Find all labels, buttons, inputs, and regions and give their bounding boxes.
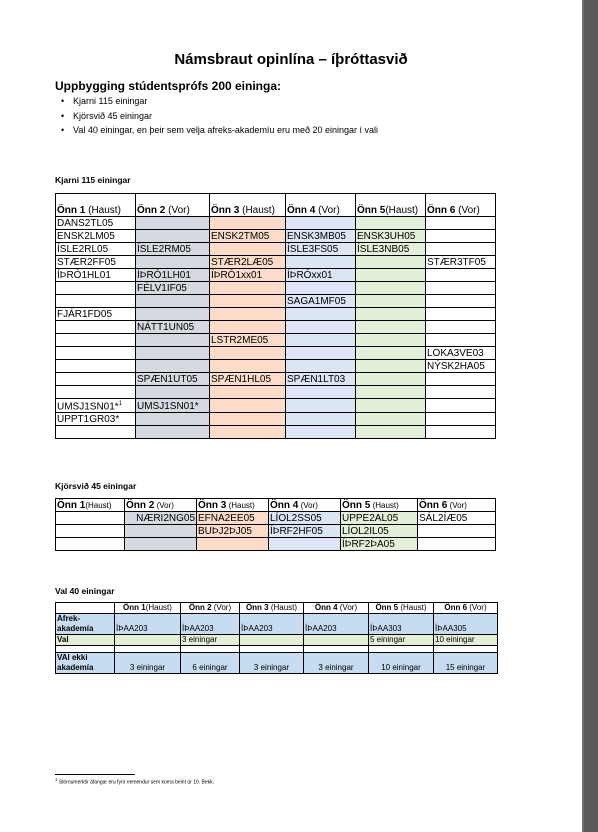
table-cell bbox=[210, 386, 286, 399]
table-cell bbox=[426, 308, 496, 321]
table-cell bbox=[56, 426, 136, 439]
column-header-season: (Vor) bbox=[337, 603, 358, 612]
table-cell bbox=[136, 360, 210, 373]
column-header-season: (Vor) bbox=[298, 501, 318, 510]
column-header-label: Önn 4 bbox=[314, 603, 338, 612]
table-cell bbox=[136, 295, 210, 308]
column-header-label: Önn 5 bbox=[375, 603, 399, 612]
row-label bbox=[56, 653, 115, 674]
table-cell bbox=[136, 347, 210, 360]
table-cell bbox=[56, 347, 136, 360]
table-cell: UPPT1GR03* bbox=[56, 413, 136, 426]
kjarni-table bbox=[55, 193, 496, 439]
table-row bbox=[56, 295, 496, 308]
table-cell: ÍÞAA203 bbox=[304, 614, 369, 635]
table-row bbox=[56, 413, 496, 426]
table-cell bbox=[286, 399, 356, 413]
table-cell bbox=[56, 321, 136, 334]
table-row bbox=[56, 646, 498, 653]
table-cell: UMSJ1SN01* bbox=[136, 399, 210, 413]
column-header-label: Önn 2 bbox=[188, 603, 212, 612]
table-cell bbox=[210, 308, 286, 321]
header-row bbox=[56, 194, 496, 217]
subheading: Uppbygging stúdentsprófs 200 eininga: bbox=[55, 79, 282, 93]
column-header-season: (Haust) bbox=[370, 501, 399, 510]
table-cell bbox=[56, 538, 125, 551]
table-row bbox=[56, 230, 496, 243]
table-cell: 3 einingar bbox=[304, 653, 369, 674]
table-cell bbox=[286, 386, 356, 399]
table-cell: NÆRI2NG05 bbox=[125, 512, 197, 525]
column-header-season: (Haust) bbox=[145, 603, 172, 612]
column-header-season: (Vor) bbox=[455, 205, 480, 216]
table-cell bbox=[210, 426, 286, 439]
column-header-label: Önn 6 bbox=[419, 500, 448, 511]
column-header-season: (Haust) bbox=[398, 603, 427, 612]
table-cell: UMSJ1SN01*$^1$ bbox=[56, 399, 136, 413]
column-header bbox=[356, 194, 426, 217]
column-header bbox=[181, 603, 240, 614]
column-header-season: (Vor) bbox=[467, 603, 487, 612]
column-header-label: Önn 1 bbox=[57, 500, 86, 511]
table-cell bbox=[426, 373, 496, 386]
table-cell bbox=[426, 282, 496, 295]
table-cell bbox=[56, 360, 136, 373]
table-cell: 6 einingar bbox=[181, 653, 240, 674]
column-header bbox=[286, 194, 356, 217]
column-header-label: Önn 4 bbox=[287, 205, 316, 216]
table-row bbox=[56, 334, 496, 347]
column-header-season: (Vor) bbox=[165, 205, 190, 216]
column-header bbox=[341, 499, 418, 512]
column-header-label: Önn 3 bbox=[245, 603, 269, 612]
table-cell: 3 einingar bbox=[240, 653, 304, 674]
table-cell bbox=[356, 269, 426, 282]
table-cell: ÍÞRÓ1HL01 bbox=[56, 269, 136, 282]
column-header bbox=[369, 603, 434, 614]
table-cell bbox=[426, 230, 496, 243]
table-cell: 3 einingar bbox=[181, 635, 240, 646]
table-cell bbox=[56, 334, 136, 347]
header-row bbox=[56, 603, 498, 614]
column-header-season: (Haust) bbox=[385, 205, 419, 216]
table-cell bbox=[304, 646, 369, 653]
table-cell: ENSK2LM05 bbox=[56, 230, 136, 243]
kjorsvid-table bbox=[55, 498, 496, 551]
table-cell: ENSK2TM05 bbox=[210, 230, 286, 243]
column-header-label: Önn 6 bbox=[444, 603, 468, 612]
table-cell bbox=[136, 230, 210, 243]
column-header bbox=[115, 603, 181, 614]
footnote-ref: 1 bbox=[118, 401, 123, 407]
table-cell: DANS2TL05 bbox=[56, 217, 136, 230]
table-cell bbox=[286, 308, 356, 321]
table-row bbox=[56, 426, 496, 439]
header-row bbox=[56, 499, 496, 512]
table-cell bbox=[356, 256, 426, 269]
table-cell bbox=[136, 217, 210, 230]
column-header-season: (Vor) bbox=[447, 501, 467, 510]
footnote-divider bbox=[55, 774, 135, 775]
table-cell: LOKA3VE03 bbox=[426, 347, 496, 360]
table-cell: ÍSLE2RM05 bbox=[136, 243, 210, 256]
column-header bbox=[426, 194, 496, 217]
table-cell bbox=[286, 413, 356, 426]
table-cell bbox=[197, 538, 269, 551]
table-cell: ÍÞAA303 bbox=[369, 614, 434, 635]
list-item: • Val 40 einingar, en þeir sem velja afreks-akademíu eru með 20 einingar í vali bbox=[55, 123, 378, 138]
table-cell bbox=[115, 635, 181, 646]
table-cell bbox=[418, 538, 496, 551]
table-row bbox=[56, 538, 496, 551]
table-cell bbox=[356, 426, 426, 439]
table-cell bbox=[356, 373, 426, 386]
table-cell bbox=[286, 426, 356, 439]
table-row bbox=[56, 386, 496, 399]
table-cell bbox=[181, 646, 240, 653]
table-row bbox=[56, 373, 496, 386]
column-header bbox=[56, 194, 136, 217]
table-cell: ÍÞAA203 bbox=[115, 614, 181, 635]
table-cell bbox=[286, 321, 356, 334]
column-header-label: Önn 3 bbox=[211, 205, 240, 216]
column-header bbox=[434, 603, 498, 614]
val-section-title: Val 40 einingar bbox=[55, 586, 115, 596]
table-cell: NÝSK2HA05 bbox=[426, 360, 496, 373]
column-header-label: Önn 2 bbox=[137, 205, 166, 216]
column-header-label: Önn 5 bbox=[357, 205, 386, 216]
table-cell bbox=[210, 413, 286, 426]
table-row bbox=[56, 653, 498, 674]
table-cell: SPÆN1UT05 bbox=[136, 373, 210, 386]
table-cell bbox=[136, 413, 210, 426]
table-cell: LSTR2ME05 bbox=[210, 334, 286, 347]
table-cell bbox=[286, 217, 356, 230]
table-cell: LÍOL2SS05 bbox=[269, 512, 341, 525]
table-cell: NÁTT1UN05 bbox=[136, 321, 210, 334]
table-cell bbox=[210, 347, 286, 360]
table-row bbox=[56, 256, 496, 269]
table-cell bbox=[136, 308, 210, 321]
table-cell bbox=[125, 538, 197, 551]
table-cell bbox=[56, 295, 136, 308]
row-label-line: akademía bbox=[57, 624, 94, 633]
table-cell bbox=[240, 646, 304, 653]
table-cell bbox=[426, 399, 496, 413]
table-cell: STÆR2FF05 bbox=[56, 256, 136, 269]
summary-list bbox=[55, 94, 378, 138]
table-cell bbox=[136, 426, 210, 439]
row-label: Val bbox=[56, 635, 115, 646]
table-cell bbox=[210, 295, 286, 308]
table-cell bbox=[304, 635, 369, 646]
table-cell bbox=[356, 295, 426, 308]
table-cell: BUÞJ2ÞJ05 bbox=[197, 525, 269, 538]
table-cell bbox=[56, 512, 125, 525]
table-row bbox=[56, 217, 496, 230]
table-cell bbox=[286, 360, 356, 373]
table-cell: 15 einingar bbox=[434, 653, 498, 674]
kjarni-section-title: Kjarni 115 einingar bbox=[55, 175, 131, 185]
table-cell bbox=[136, 386, 210, 399]
table-cell: 10 einingar bbox=[434, 635, 498, 646]
table-cell bbox=[356, 282, 426, 295]
table-cell bbox=[356, 308, 426, 321]
table-cell bbox=[115, 646, 181, 653]
column-header-label: Önn 1 bbox=[123, 603, 146, 612]
table-cell bbox=[210, 321, 286, 334]
table-cell bbox=[210, 217, 286, 230]
table-row bbox=[56, 635, 498, 646]
page-title: Námsbraut opinlína – íþróttasvið bbox=[174, 51, 408, 68]
table-cell bbox=[356, 360, 426, 373]
table-cell bbox=[210, 282, 286, 295]
table-cell bbox=[56, 386, 136, 399]
table-cell bbox=[426, 413, 496, 426]
table-cell: ÍÞRÓ1xx01 bbox=[210, 269, 286, 282]
column-header bbox=[136, 194, 210, 217]
row-label-line: VAl ekki bbox=[57, 653, 88, 662]
list-item: • Kjarni 115 einingar bbox=[55, 94, 378, 109]
column-header-season: (Vor) bbox=[154, 501, 174, 510]
table-cell bbox=[434, 646, 498, 653]
column-header-season: (Vor) bbox=[315, 205, 340, 216]
row-label-line: akademía bbox=[57, 663, 94, 672]
column-header-season: (Haust) bbox=[239, 205, 275, 216]
table-cell: SPÆN1HL05 bbox=[210, 373, 286, 386]
table-cell bbox=[426, 217, 496, 230]
table-cell bbox=[286, 282, 356, 295]
table-cell: ÍÞRÓ1LH01 bbox=[136, 269, 210, 282]
table-cell bbox=[426, 243, 496, 256]
list-item: • Kjörsvið 45 einingar bbox=[55, 109, 378, 124]
column-header-label: Önn 4 bbox=[270, 500, 299, 511]
table-row bbox=[56, 269, 496, 282]
column-header bbox=[197, 499, 269, 512]
table-cell bbox=[356, 217, 426, 230]
table-cell bbox=[418, 525, 496, 538]
table-cell: FJÁR1FD05 bbox=[56, 308, 136, 321]
table-cell: STÆR3TF05 bbox=[426, 256, 496, 269]
table-row bbox=[56, 614, 498, 635]
kjorsvid-section-title: Kjörsvið 45 einingar bbox=[55, 481, 137, 491]
column-header bbox=[304, 603, 369, 614]
table-cell bbox=[286, 334, 356, 347]
table-cell bbox=[426, 321, 496, 334]
table-cell bbox=[426, 334, 496, 347]
table-cell bbox=[210, 243, 286, 256]
column-header bbox=[56, 499, 125, 512]
table-cell: SAGA1MF05 bbox=[286, 295, 356, 308]
table-cell: ENSK3UH05 bbox=[356, 230, 426, 243]
table-cell bbox=[369, 646, 434, 653]
column-header bbox=[125, 499, 197, 512]
table-row bbox=[56, 360, 496, 373]
column-header-season: (Haust) bbox=[226, 501, 255, 510]
table-cell bbox=[356, 334, 426, 347]
column-header bbox=[210, 194, 286, 217]
scrollbar[interactable] bbox=[584, 0, 598, 832]
table-cell: ÍÞAA203 bbox=[240, 614, 304, 635]
table-cell bbox=[426, 386, 496, 399]
column-header-label: Önn 6 bbox=[427, 205, 456, 216]
table-row bbox=[56, 243, 496, 256]
table-cell: UPPE2AL05 bbox=[341, 512, 418, 525]
footnote: $^1$ Stórnumerktir áfangar eru fyrir nemendur sem koma beint úr 10. Bekk. bbox=[55, 777, 215, 786]
table-cell bbox=[426, 426, 496, 439]
table-cell: ÍÞRF2ÞA05 bbox=[341, 538, 418, 551]
table-cell bbox=[269, 538, 341, 551]
row-label-line: Afrek- bbox=[57, 614, 81, 623]
table-cell: LÍOL2IL05 bbox=[341, 525, 418, 538]
table-cell bbox=[286, 256, 356, 269]
table-row bbox=[56, 308, 496, 321]
table-cell: STÆR2LÆ05 bbox=[210, 256, 286, 269]
table-cell bbox=[56, 373, 136, 386]
table-cell: ÍÞAA203 bbox=[181, 614, 240, 635]
table-cell bbox=[125, 525, 197, 538]
table-cell bbox=[56, 646, 115, 653]
table-cell bbox=[356, 413, 426, 426]
table-cell: ENSK3MB05 bbox=[286, 230, 356, 243]
row-label bbox=[56, 614, 115, 635]
column-header-label: Önn 2 bbox=[126, 500, 155, 511]
table-row bbox=[56, 282, 496, 295]
table-cell: ÍÞRF2HF05 bbox=[269, 525, 341, 538]
table-cell: EFNA2EE05 bbox=[197, 512, 269, 525]
table-row bbox=[56, 525, 496, 538]
column-header-season: (Vor) bbox=[211, 603, 232, 612]
table-cell bbox=[356, 321, 426, 334]
table-row bbox=[56, 347, 496, 360]
table-row bbox=[56, 399, 496, 413]
table-cell: 5 einingar bbox=[369, 635, 434, 646]
table-row bbox=[56, 512, 496, 525]
table-cell bbox=[56, 525, 125, 538]
column-header bbox=[418, 499, 496, 512]
table-cell bbox=[240, 635, 304, 646]
table-cell: ÍSLE3NB05 bbox=[356, 243, 426, 256]
table-cell bbox=[286, 347, 356, 360]
column-header bbox=[240, 603, 304, 614]
table-cell: FÉLV1IF05 bbox=[136, 282, 210, 295]
column-header-season: (Haust) bbox=[268, 603, 298, 612]
table-cell: SPÆN1LT03 bbox=[286, 373, 356, 386]
table-cell bbox=[56, 603, 115, 614]
table-cell: ÍSLE2RL05 bbox=[56, 243, 136, 256]
table-cell bbox=[426, 269, 496, 282]
column-header bbox=[269, 499, 341, 512]
column-header-season: (Haust) bbox=[85, 205, 121, 216]
column-header-label: Önn 5 bbox=[342, 500, 371, 511]
table-cell bbox=[136, 334, 210, 347]
table-cell bbox=[426, 295, 496, 308]
table-row bbox=[56, 321, 496, 334]
table-cell: ÍÞAA305 bbox=[434, 614, 498, 635]
table-cell: ÍSLE3FS05 bbox=[286, 243, 356, 256]
table-cell bbox=[210, 360, 286, 373]
val-table bbox=[55, 602, 498, 674]
column-header-label: Önn 3 bbox=[198, 500, 227, 511]
table-cell: ÍÞRÓxx01 bbox=[286, 269, 356, 282]
table-cell bbox=[356, 399, 426, 413]
table-cell bbox=[356, 347, 426, 360]
table-cell bbox=[56, 282, 136, 295]
table-cell bbox=[210, 399, 286, 413]
column-header-season: (Haust) bbox=[85, 501, 112, 510]
table-cell bbox=[136, 256, 210, 269]
column-header-label: Önn 1 bbox=[57, 205, 86, 216]
table-cell: 3 einingar bbox=[115, 653, 181, 674]
table-cell bbox=[356, 386, 426, 399]
table-cell: 10 einingar bbox=[369, 653, 434, 674]
table-cell: SÁL2ÍÆ05 bbox=[418, 512, 496, 525]
